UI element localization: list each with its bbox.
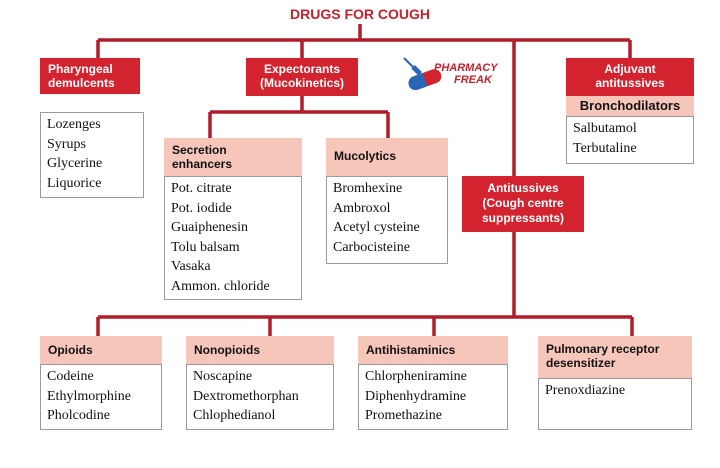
nonopioids-header: Nonopioids <box>186 336 334 364</box>
pulmonary-receptor-header: Pulmonary receptor desensitizer <box>538 336 692 378</box>
bronchodilators-list <box>566 116 694 164</box>
list-item: Liquorice <box>47 175 102 191</box>
list-item: Dextromethorphan <box>193 388 299 404</box>
list-item: Tolu balsam <box>171 239 240 255</box>
list-item: Noscapine <box>193 369 253 384</box>
list-item: Ammon. chloride <box>171 278 270 294</box>
list-item: Bromhexine <box>333 181 403 196</box>
list-item: Ethylmorphine <box>47 388 131 404</box>
list-item: Guaiphenesin <box>171 220 248 236</box>
mucolytics-header: Mucolytics <box>326 138 448 176</box>
logo-text: PHARMACY FREAK <box>434 62 498 86</box>
list-item: Promethazine <box>365 408 442 424</box>
list-item: Acetyl cysteine <box>333 220 420 236</box>
list-item: Carbocisteine <box>333 239 410 255</box>
mucolytics-list <box>326 176 448 264</box>
list-item: Vasaka <box>171 259 211 275</box>
antihistaminics-list <box>358 364 508 430</box>
expectorants-header: Expectorants (Mucokinetics) <box>246 58 358 96</box>
list-item: Ambroxol <box>333 200 391 216</box>
list-item: Prenoxdiazine <box>545 383 626 398</box>
secretion-enhancers-header: Secretion enhancers <box>164 138 302 176</box>
list-item: Terbutaline <box>573 140 637 156</box>
pharyngeal-demulcents-list <box>40 112 144 198</box>
list-item: Pot. iodide <box>171 200 232 216</box>
list-item: Glycerine <box>47 156 103 172</box>
list-item: Syrups <box>47 136 86 152</box>
list-item: Chlophedianol <box>193 408 276 424</box>
opioids-header: Opioids <box>40 336 162 364</box>
list-item: Salbutamol <box>573 121 637 136</box>
list-item: Codeine <box>47 369 94 384</box>
secretion-enhancers-list <box>164 176 302 300</box>
opioids-list <box>40 364 162 430</box>
list-item: Chlorpheniramine <box>365 369 467 384</box>
list-item: Pot. citrate <box>171 181 232 196</box>
antitussives-header: Antitussives (Cough centre suppressants) <box>462 176 584 232</box>
bronchodilators-header: Bronchodilators <box>566 96 694 116</box>
list-item: Diphenhydramine <box>365 388 467 404</box>
list-item: Lozenges <box>47 117 101 132</box>
nonopioids-list <box>186 364 334 430</box>
pulmonary-receptor-list <box>538 378 692 430</box>
adjuvant-antitussives-header: Adjuvant antitussives <box>566 58 694 96</box>
list-item: Pholcodine <box>47 408 110 424</box>
antihistaminics-header: Antihistaminics <box>358 336 508 364</box>
diagram-title: DRUGS FOR COUGH <box>290 6 430 22</box>
pharyngeal-demulcents-header: Pharyngeal demulcents <box>40 58 140 94</box>
